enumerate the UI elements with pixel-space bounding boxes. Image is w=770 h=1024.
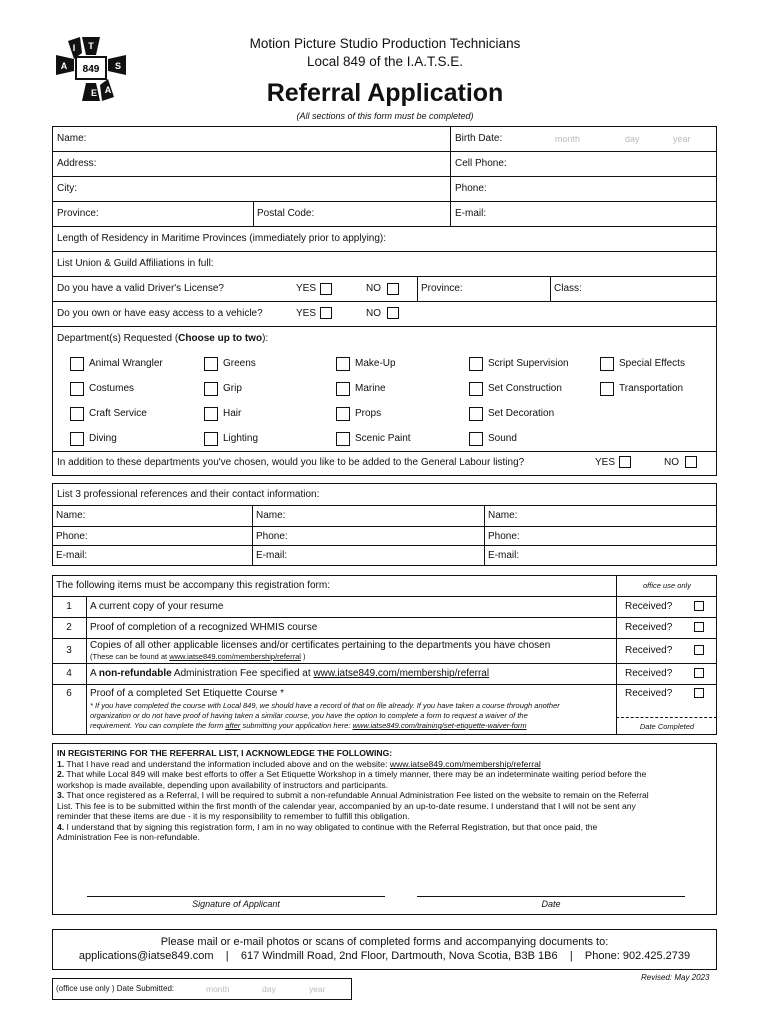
contact-line: applications@iatse849.com | 617 Windmill Road, 2nd Floor, Dartmouth, Nova Scotia, B3B 1B6 | Phone: 902.425.2739: [78, 950, 691, 962]
svg-text:I: I: [72, 43, 76, 53]
item-text: Proof of a completed Set Etiquette Course *: [90, 688, 284, 699]
department-label: Special Effects: [619, 358, 685, 369]
department-checkbox[interactable]: [204, 432, 218, 446]
department-checkbox[interactable]: [469, 432, 483, 446]
item-note: (These can be found at www.iatse849.com/membership/referral ): [90, 652, 306, 661]
general-labour-no-checkbox[interactable]: [685, 456, 697, 468]
department-label: Set Construction: [488, 383, 562, 394]
submitted-year-placeholder: year: [309, 984, 326, 994]
signature-line[interactable]: [87, 896, 385, 897]
contact-email[interactable]: applications@iatse849.com: [78, 950, 214, 962]
revised-date: Revised: May 2023: [641, 973, 710, 982]
birth-month-placeholder: month: [555, 134, 581, 144]
svg-text:S: S: [114, 61, 122, 71]
page-subtitle: (All sections of this form must be completed): [296, 111, 474, 121]
postal-code-field[interactable]: Postal Code:: [257, 208, 315, 219]
logo-number: 849: [82, 64, 100, 75]
signature-label: Signature of Applicant: [192, 899, 280, 909]
org-line-1: Motion Picture Studio Production Technicians: [249, 36, 521, 51]
ref3-name[interactable]: Name:: [488, 510, 518, 521]
department-checkbox[interactable]: [204, 382, 218, 396]
mailing-instructions: Please mail or e-mail photos or scans of completed forms and accompanying documents to:: [160, 936, 609, 948]
general-labour-yes-label: YES: [595, 457, 616, 468]
department-label: Transportation: [619, 383, 684, 394]
date-completed-label: Date Completed: [639, 722, 695, 731]
submitted-day-placeholder: day: [262, 984, 276, 994]
department-label: Craft Service: [89, 408, 147, 419]
item-number: 3: [66, 645, 72, 656]
item-number: 6: [66, 688, 72, 699]
vehicle-question: Do you own or have easy access to a vehicle?: [57, 308, 263, 319]
department-label: Hair: [223, 408, 242, 419]
email-field[interactable]: E-mail:: [455, 208, 487, 219]
ref2-email[interactable]: E-mail:: [256, 550, 288, 561]
department-label: Script Supervision: [488, 358, 569, 369]
item-text: Copies of all other applicable licenses and/or certificates pertaining to the departments you have chosen: [90, 640, 551, 651]
cell-phone-field[interactable]: Cell Phone:: [455, 158, 507, 169]
department-checkbox[interactable]: [336, 382, 350, 396]
contact-address: 617 Windmill Road, 2nd Floor, Dartmouth, Nova Scotia, B3B 1B6: [240, 950, 558, 962]
name-field[interactable]: Name:: [57, 133, 87, 144]
vehicle-no-label: NO: [366, 308, 381, 319]
phone-field[interactable]: Phone:: [455, 183, 487, 194]
department-label: Grip: [223, 383, 242, 394]
department-checkbox[interactable]: [336, 432, 350, 446]
office-date-submitted-label: (office use only ) Date Submitted:: [56, 984, 175, 993]
item-received-checkbox[interactable]: [694, 601, 704, 611]
license-yes-label: YES: [296, 283, 317, 294]
items-heading: The following items must be accompany this registration form:: [56, 580, 330, 591]
office-use-label: office use only: [643, 581, 691, 590]
department-label: Lighting: [223, 433, 259, 444]
birth-date-field[interactable]: Birth Date:: [455, 133, 503, 144]
item-text: A current copy of your resume: [90, 601, 224, 612]
department-checkbox[interactable]: [70, 382, 84, 396]
departments-heading: Department(s) Requested (Choose up to two):: [57, 333, 269, 344]
item-number: 4: [66, 668, 72, 679]
item-received-label: Received?: [625, 668, 673, 679]
item-note: organization or do not have proof of having taken a similar course, you have the option to complete a form to request a waiver of the: [90, 711, 528, 720]
birth-day-placeholder: day: [625, 134, 640, 144]
vehicle-yes-label: YES: [296, 308, 317, 319]
department-checkbox[interactable]: [70, 357, 84, 371]
iatse-logo: [52, 33, 132, 105]
svg-text:A: A: [60, 61, 68, 71]
general-labour-yes-checkbox[interactable]: [619, 456, 631, 468]
ref1-phone[interactable]: Phone:: [56, 531, 88, 542]
department-checkbox[interactable]: [469, 382, 483, 396]
affiliations-field[interactable]: List Union & Guild Affiliations in full:: [57, 258, 214, 269]
item-note: requirement. You can complete the form after submitting your application here: www.iatse849.com/training/set-etiquette-waiver-form: [90, 721, 527, 730]
item-note: * If you have completed the course with Local 849, we should have a record of that on file already. If you have taken a course through another: [90, 701, 560, 710]
license-no-checkbox[interactable]: [387, 283, 399, 295]
department-label: Costumes: [89, 383, 135, 394]
drivers-license-question: Do you have a valid Driver's License?: [57, 283, 224, 294]
date-line[interactable]: [417, 896, 685, 897]
references-heading: List 3 professional references and their contact information:: [57, 489, 320, 500]
svg-text:A: A: [104, 85, 112, 95]
item-received-checkbox[interactable]: [694, 622, 704, 632]
item-number: 2: [66, 622, 72, 633]
item-number: 1: [66, 601, 72, 612]
department-label: Set Decoration: [488, 408, 555, 419]
department-checkbox[interactable]: [600, 357, 614, 371]
department-label: Make-Up: [355, 358, 396, 369]
item-received-checkbox[interactable]: [694, 668, 704, 678]
ref3-email[interactable]: E-mail:: [488, 550, 520, 561]
department-checkbox[interactable]: [70, 432, 84, 446]
department-checkbox[interactable]: [336, 407, 350, 421]
license-class-field[interactable]: Class:: [554, 283, 582, 294]
province-field[interactable]: Province:: [57, 208, 99, 219]
department-checkbox[interactable]: [469, 357, 483, 371]
org-line-2: Local 849 of the I.A.T.S.E.: [306, 54, 464, 69]
department-checkbox[interactable]: [204, 407, 218, 421]
item-received-checkbox[interactable]: [694, 645, 704, 655]
contact-phone: Phone: 902.425.2739: [584, 950, 691, 962]
general-labour-no-label: NO: [664, 457, 679, 468]
city-field[interactable]: City:: [57, 183, 77, 194]
svg-text:E: E: [90, 88, 98, 98]
department-label: Scenic Paint: [355, 433, 411, 444]
ref1-name[interactable]: Name:: [56, 510, 86, 521]
svg-text:T: T: [88, 41, 94, 51]
department-label: Props: [355, 408, 382, 419]
item-text: Proof of completion of a recognized WHMIS course: [90, 622, 318, 633]
ref2-phone[interactable]: Phone:: [256, 531, 288, 542]
acknowledgement-text: IN REGISTERING FOR THE REFERRAL LIST, I ACKNOWLEDGE THE FOLLOWING: 1. That I have read and understand the information included above and on the website: www.iatse849.com/membership/referral 2. That while Local 849 will make best efforts to offer a Set Etiquette Workshop in a timely manner, there may be an indeterminate waiting period before the workshop is made available, depending upon availability of instructors and participants. 3. That once registered as a Referral, I will be required to submit a non-refundable Annual Administration Fee listed on the website to remain on the Referral List. This fee is to be submitted within the first month of the calendar year, accompanied by an up-to-date resume. I understand that I will not be sent any reminder that these items are due - it is my responsibility to remember to fulfill this obligation. 4. I understand that by signing this registration form, I am in no way obligated to continue with the Referral Registration, but that once paid, the Administration Fee is non-refundable.: [57, 748, 649, 842]
submitted-month-placeholder: month: [206, 984, 230, 994]
department-checkbox[interactable]: [204, 357, 218, 371]
department-label: Diving: [89, 433, 117, 444]
license-yes-checkbox[interactable]: [320, 283, 332, 295]
ref3-phone[interactable]: Phone:: [488, 531, 520, 542]
department-checkbox[interactable]: [469, 407, 483, 421]
item-text: A non-refundable Administration Fee specified at www.iatse849.com/membership/referral: [90, 668, 490, 679]
department-checkbox[interactable]: [336, 357, 350, 371]
ref1-email[interactable]: E-mail:: [56, 550, 88, 561]
license-province-field[interactable]: Province:: [421, 283, 463, 294]
license-no-label: NO: [366, 283, 381, 294]
item-received-checkbox[interactable]: [694, 688, 704, 698]
department-label: Sound: [488, 433, 517, 444]
department-label: Animal Wrangler: [89, 358, 163, 369]
residency-field[interactable]: Length of Residency in Maritime Provinces (immediately prior to applying):: [57, 233, 387, 244]
department-checkbox[interactable]: [70, 407, 84, 421]
vehicle-no-checkbox[interactable]: [387, 307, 399, 319]
date-label: Date: [541, 899, 561, 909]
department-label: Greens: [223, 358, 256, 369]
birth-year-placeholder: year: [673, 134, 691, 144]
item-received-label: Received?: [625, 645, 673, 656]
item-received-label: Received?: [625, 622, 673, 633]
general-labour-question: In addition to these departments you've chosen, would you like to be added to the General Labour listing?: [57, 457, 525, 468]
ref2-name[interactable]: Name:: [256, 510, 286, 521]
address-field[interactable]: Address:: [57, 158, 97, 169]
department-checkbox[interactable]: [600, 382, 614, 396]
department-label: Marine: [355, 383, 386, 394]
vehicle-yes-checkbox[interactable]: [320, 307, 332, 319]
item-received-label: Received?: [625, 601, 673, 612]
page-title: Referral Application: [266, 79, 504, 107]
item-received-label: Received?: [625, 688, 673, 699]
